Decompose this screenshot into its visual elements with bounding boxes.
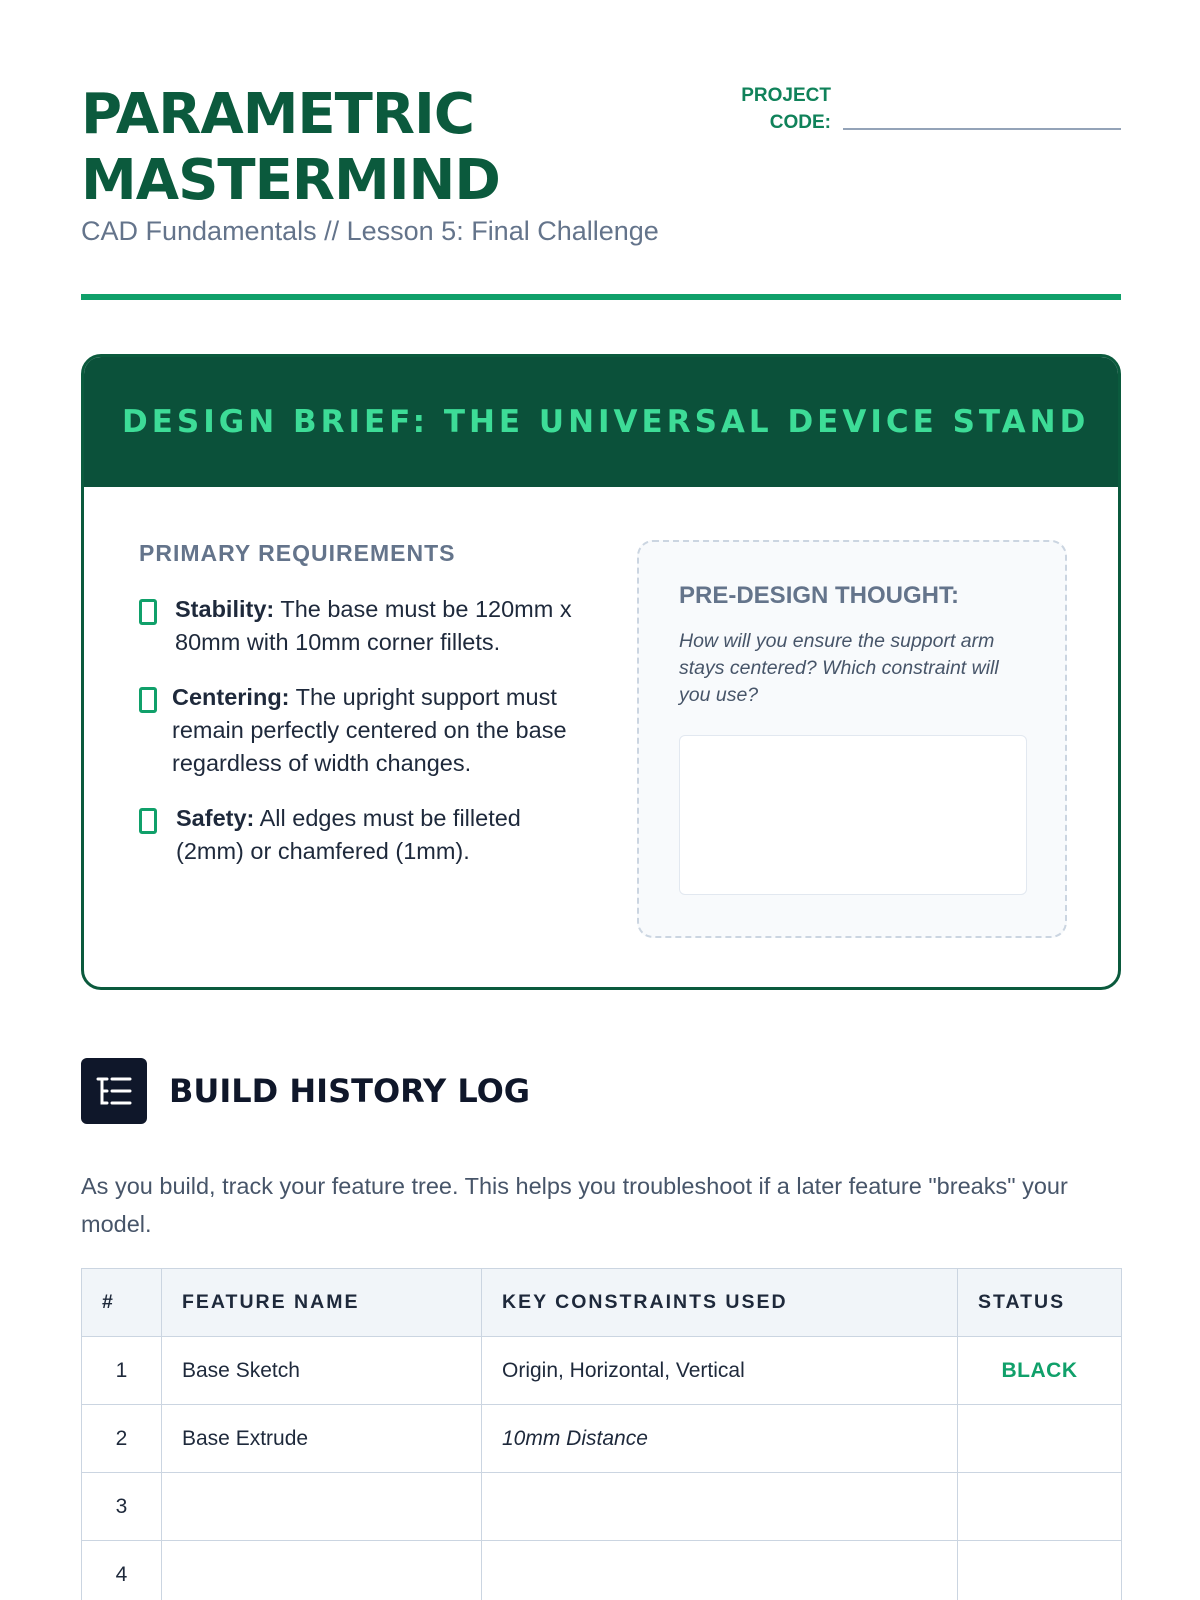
requirement-label: Safety: [176,805,255,831]
constraints-cell[interactable] [482,1541,958,1600]
project-code [741,82,1121,136]
requirements-column [139,540,579,890]
requirement-body: The upright support must remain perfectly centered on the base regardless of width changes. [172,684,567,776]
column-header-status: STATUS [958,1269,1122,1337]
constraints-cell[interactable] [482,1473,958,1541]
table-row [82,1337,1122,1405]
list-tree-icon [81,1058,147,1124]
page-subtitle: CAD Fundamentals // Lesson 5: Final Challenge [81,216,659,246]
project-code-label [741,82,831,136]
requirement-text [176,802,579,868]
thought-title: PRE-DESIGN THOUGHT: [679,582,960,609]
build-log-heading [81,1058,530,1124]
requirement-body: The base must be 120mm x 80mm with 10mm corner fillets. [175,596,572,655]
status-cell[interactable]: BLACK [958,1337,1122,1405]
table-row [82,1473,1122,1541]
column-header-number: # [82,1269,162,1337]
checkbox-icon[interactable] [139,808,157,834]
build-log-title: BUILD HISTORY LOG [169,1072,531,1110]
project-code-label-line-2: CODE: [769,112,831,133]
row-number: 1 [82,1337,162,1405]
title-line-1: PARAMETRIC [81,82,474,147]
thought-answer-field[interactable] [679,735,1027,895]
checkbox-icon[interactable] [139,599,157,625]
requirements-heading: PRIMARY REQUIREMENTS [139,540,456,566]
thought-question: How will you ensure the support arm stays centered? Which constraint will you use? [679,630,999,706]
requirement-item [139,802,579,868]
constraints-cell[interactable]: Origin, Horizontal, Vertical [482,1337,958,1405]
build-history-table [81,1268,1122,1600]
feature-name-cell[interactable] [162,1541,482,1600]
page-header [81,82,1121,246]
design-brief-card [81,354,1121,990]
requirement-label: Centering: [172,684,290,710]
requirement-body: All edges must be filleted (2mm) or chamfered (1mm). [176,805,521,864]
column-header-feature-name: FEATURE NAME [162,1269,482,1337]
column-header-constraints: KEY CONSTRAINTS USED [482,1269,958,1337]
checkbox-icon[interactable] [139,687,157,713]
table-row [82,1541,1122,1600]
design-brief-header [84,357,1118,487]
row-number: 2 [82,1405,162,1473]
project-code-input-line[interactable] [843,128,1121,130]
project-code-label-line-1: PROJECT [741,85,831,106]
build-log-description: As you build, track your feature tree. This helps you troubleshoot if a later feature "breaks" your model. [81,1173,1068,1237]
requirement-label: Stability: [175,596,275,622]
feature-name-cell[interactable]: Base Extrude [162,1405,482,1473]
row-number: 3 [82,1473,162,1541]
status-cell[interactable] [958,1473,1122,1541]
requirement-text [175,593,579,659]
status-cell[interactable] [958,1541,1122,1600]
header-divider [81,294,1121,300]
feature-name-cell[interactable] [162,1473,482,1541]
requirement-text [172,681,579,780]
table-header-row [82,1269,1122,1337]
status-cell[interactable] [958,1405,1122,1473]
title-line-2: MASTERMIND [81,148,500,213]
feature-name-cell[interactable]: Base Sketch [162,1337,482,1405]
table-row [82,1405,1122,1473]
requirement-item [139,681,579,780]
design-brief-title: DESIGN BRIEF: THE UNIVERSAL DEVICE STAND [122,404,1090,440]
pre-design-thought-box [637,540,1067,938]
requirement-item [139,593,579,659]
row-number: 4 [82,1541,162,1600]
constraints-cell[interactable]: 10mm Distance [482,1405,958,1473]
